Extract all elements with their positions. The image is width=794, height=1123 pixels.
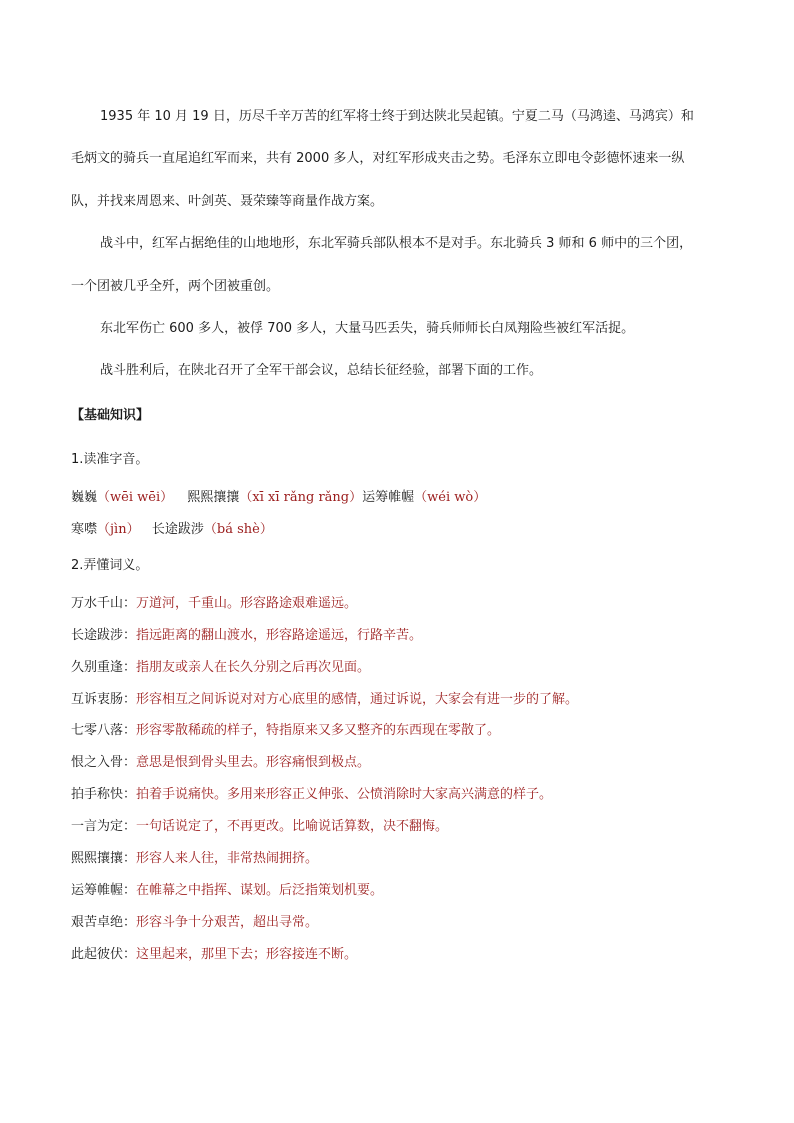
vocab-definition: 在帷幕之中指挥、谋划。后泛指策划机要。 (136, 883, 384, 898)
vocab-item (71, 624, 422, 643)
pronunciation-row-2 (71, 518, 273, 537)
vocab-term: 一言为定： (71, 819, 137, 834)
vocab-item (71, 719, 500, 738)
passage-p2-line1: 战斗中，红军占据绝佳的山地地形，东北军骑兵部队根本不是对手。东北骑兵 3 师和 6 师中的三个团， (100, 236, 693, 251)
vocab-definition: 形容相互之间诉说对对方心底里的感情，通过诉说，大家会有进一步的了解。 (136, 692, 579, 707)
vocab-term: 七零八落： (71, 723, 137, 738)
vocabulary-title: 2.弄懂词义。 (71, 558, 149, 573)
vocab-definition: 一句话说定了，不再更改。比喻说话算数，决不翻悔。 (136, 819, 449, 834)
vocab-definition: 指远距离的翻山渡水，形容路途遥远，行路辛苦。 (136, 628, 423, 643)
vocab-item (71, 847, 318, 866)
passage-p3: 东北军伤亡 600 多人，被俘 700 多人，大量马匹丢失，骑兵师师长白凤翔险些被红军活捉。 (100, 321, 635, 336)
pron-word: 长途跋涉 (151, 522, 204, 537)
vocab-definition: 这里起来，那里下去；形容接连不断。 (136, 947, 358, 962)
vocab-term: 万水千山： (71, 596, 137, 611)
passage-p1-line3: 队，并找来周恩来、叶剑英、聂荣臻等商量作战方案。 (71, 194, 384, 209)
vocab-item (71, 688, 578, 707)
vocab-item (71, 656, 370, 675)
vocab-definition: 形容零散稀疏的样子，特指原来又多又整齐的东西现在零散了。 (136, 723, 501, 738)
passage-p4: 战斗胜利后，在陕北召开了全军干部会议，总结长征经验，部署下面的工作。 (100, 363, 543, 378)
pron-pinyin: （xī xī rǎng rǎng） (239, 490, 363, 505)
vocab-item (71, 815, 448, 834)
vocab-item (71, 783, 552, 802)
pron-pinyin: （jìn） (97, 522, 140, 537)
vocab-term: 拍手称快： (71, 787, 137, 802)
pron-word: 巍巍 (71, 490, 98, 505)
pron-word: 寒噤 (71, 522, 98, 537)
vocab-term: 此起彼伏： (71, 947, 137, 962)
vocab-item (71, 751, 370, 770)
vocab-definition: 意思是恨到骨头里去。形容痛恨到极点。 (136, 755, 371, 770)
passage-p1-line2: 毛炳文的骑兵一直尾追红军而来，共有 2000 多人，对红军形成夹击之势。毛泽东立即电令彭德怀速来一纵 (71, 151, 685, 166)
vocab-term: 艰苦卓绝： (71, 915, 137, 930)
vocab-item (71, 879, 383, 898)
pron-pinyin: （bá shè） (203, 522, 273, 537)
section-heading: 【基础知识】 (71, 408, 150, 423)
pron-word: 熙熙攘攘 (187, 490, 240, 505)
vocab-item (71, 943, 357, 962)
vocab-item (71, 592, 357, 611)
vocab-term: 互诉衷肠： (71, 692, 137, 707)
vocab-term: 长途跋涉： (71, 628, 137, 643)
pron-pinyin: （wēi wēi） (97, 490, 174, 505)
vocab-definition: 万道河，千重山。形容路途艰难遥远。 (136, 596, 358, 611)
vocab-item (71, 911, 318, 930)
vocab-term: 恨之入骨： (71, 755, 137, 770)
passage-p2-line2: 一个团被几乎全歼，两个团被重创。 (71, 279, 280, 294)
pronunciation-row-1 (71, 486, 486, 505)
vocab-term: 熙熙攘攘： (71, 851, 137, 866)
vocab-term: 运筹帷幄： (71, 883, 137, 898)
passage-p1-line1: 1935 年 10 月 19 日，历尽千辛万苦的红军将士终于到达陕北吴起镇。宁夏二马（马鸿逵、马鸿宾）和 (100, 109, 694, 124)
vocab-definition: 形容人来人往，非常热闹拥挤。 (136, 851, 319, 866)
vocab-definition: 指朋友或亲人在长久分别之后再次见面。 (136, 660, 371, 675)
pronunciation-title: 1.读准字音。 (71, 452, 149, 467)
vocab-term: 久别重逢： (71, 660, 137, 675)
vocab-definition: 拍着手说痛快。多用来形容正义伸张、公愤消除时大家高兴满意的样子。 (136, 787, 553, 802)
vocab-definition: 形容斗争十分艰苦，超出寻常。 (136, 915, 319, 930)
pron-word: 运筹帷幄 (362, 490, 415, 505)
pron-pinyin: （wéi wò） (414, 490, 487, 505)
